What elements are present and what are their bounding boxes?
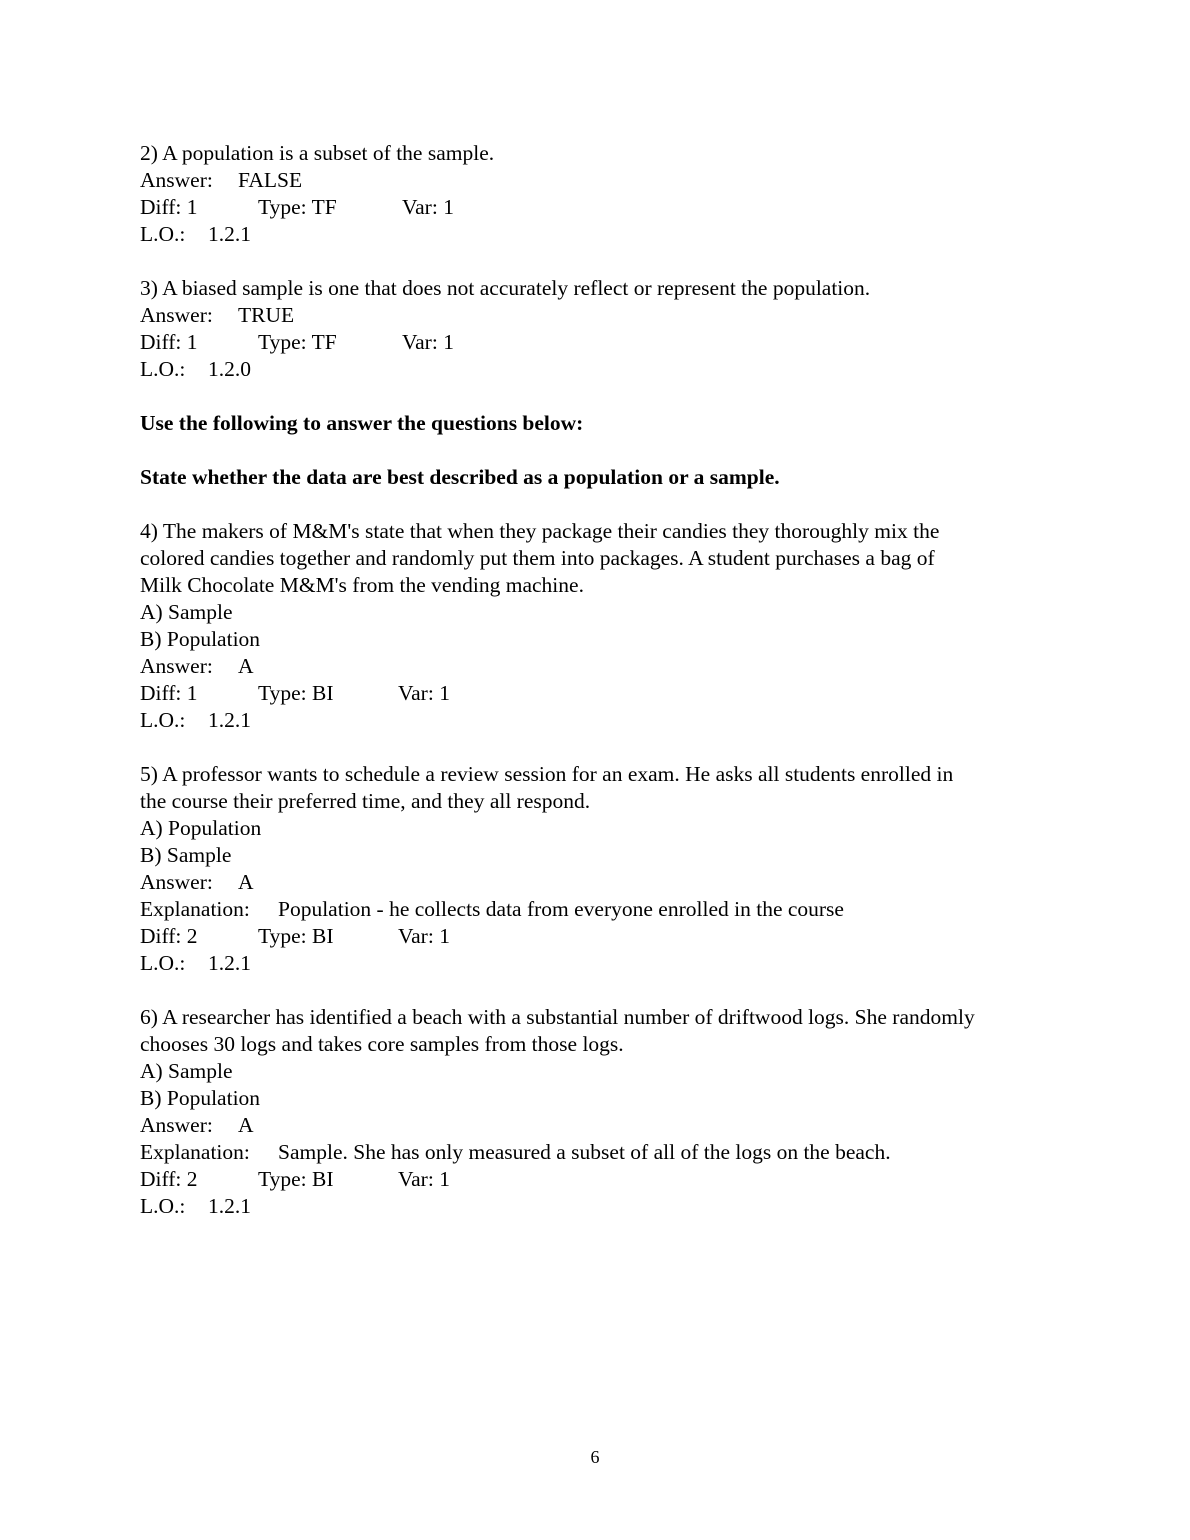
- question-text-line: 4) The makers of M&M's state that when they package their candies they thoroughly mix the: [140, 519, 940, 543]
- difficulty: Diff: 1: [140, 330, 198, 354]
- difficulty: Diff: 2: [140, 924, 198, 948]
- explanation-line: [140, 1139, 1060, 1166]
- question-text-line: colored candies together and randomly put them into packages. A student purchases a bag of: [140, 546, 935, 570]
- lo-label: L.O.:: [140, 708, 186, 732]
- variant: Var: 1: [398, 1167, 450, 1191]
- variant: Var: 1: [398, 681, 450, 705]
- question-text: 3) A biased sample is one that does not accurately reflect or represent the population.: [140, 276, 871, 300]
- answer-label: Answer:: [140, 303, 213, 327]
- question-text-line: chooses 30 logs and takes core samples from those logs.: [140, 1032, 624, 1056]
- question-text-line: the course their preferred time, and they all respond.: [140, 789, 591, 813]
- learning-objective: [140, 1193, 1060, 1220]
- question-text-line: 6) A researcher has identified a beach with a substantial number of driftwood logs. She randomly: [140, 1005, 975, 1029]
- option-b: B) Population: [140, 1086, 261, 1110]
- document-body: [140, 140, 1060, 1247]
- answer-label: Answer:: [140, 870, 213, 894]
- answer-label: Answer:: [140, 1113, 213, 1137]
- instruction-heading: Use the following to answer the questions below:: [140, 411, 584, 435]
- lo-value: 1.2.1: [208, 708, 251, 732]
- difficulty: Diff: 2: [140, 1167, 198, 1191]
- answer-line: [140, 1112, 1060, 1139]
- option-b: B) Population: [140, 627, 261, 651]
- question-6: [140, 1004, 1060, 1220]
- answer-label: Answer:: [140, 168, 213, 192]
- instruction-subheading: State whether the data are best described as a population or a sample.: [140, 465, 780, 489]
- question-5: [140, 761, 1060, 977]
- difficulty: Diff: 1: [140, 195, 198, 219]
- lo-value: 1.2.1: [208, 1194, 251, 1218]
- answer-value: FALSE: [238, 168, 303, 192]
- meta-line: [140, 329, 1060, 356]
- question-type: Type: BI: [258, 681, 334, 705]
- meta-line: [140, 680, 1060, 707]
- answer-value: A: [238, 654, 254, 678]
- question-type: Type: TF: [258, 330, 337, 354]
- meta-line: [140, 923, 1060, 950]
- answer-value: A: [238, 1113, 254, 1137]
- variant: Var: 1: [398, 924, 450, 948]
- learning-objective: [140, 707, 1060, 734]
- difficulty: Diff: 1: [140, 681, 198, 705]
- question-type: Type: BI: [258, 1167, 334, 1191]
- variant: Var: 1: [402, 330, 454, 354]
- explanation-text: Sample. She has only measured a subset of all of the logs on the beach.: [278, 1140, 891, 1164]
- lo-label: L.O.:: [140, 222, 186, 246]
- explanation-label: Explanation:: [140, 1140, 250, 1164]
- explanation-label: Explanation:: [140, 897, 250, 921]
- question-text-line: Milk Chocolate M&M's from the vending machine.: [140, 573, 584, 597]
- variant: Var: 1: [402, 195, 454, 219]
- question-type: Type: TF: [258, 195, 337, 219]
- question-type: Type: BI: [258, 924, 334, 948]
- option-b: B) Sample: [140, 843, 232, 867]
- option-a: A) Population: [140, 816, 262, 840]
- question-text: 2) A population is a subset of the sample.: [140, 141, 495, 165]
- question-text-line: 5) A professor wants to schedule a review session for an exam. He asks all students enrolled in: [140, 762, 954, 786]
- question-3: [140, 275, 1060, 383]
- meta-line: [140, 1166, 1060, 1193]
- lo-value: 1.2.0: [208, 357, 251, 381]
- lo-value: 1.2.1: [208, 222, 251, 246]
- lo-value: 1.2.1: [208, 951, 251, 975]
- answer-line: [140, 653, 1060, 680]
- meta-line: [140, 194, 1060, 221]
- answer-line: [140, 167, 1060, 194]
- learning-objective: [140, 221, 1060, 248]
- answer-line: [140, 302, 1060, 329]
- option-a: A) Sample: [140, 1059, 233, 1083]
- question-2: [140, 140, 1060, 248]
- page-number: 6: [590, 1447, 600, 1467]
- answer-line: [140, 869, 1060, 896]
- lo-label: L.O.:: [140, 951, 186, 975]
- answer-value: TRUE: [238, 303, 295, 327]
- learning-objective: [140, 356, 1060, 383]
- option-a: A) Sample: [140, 600, 233, 624]
- question-4: [140, 518, 1060, 734]
- explanation-line: [140, 896, 1060, 923]
- explanation-text: Population - he collects data from everyone enrolled in the course: [278, 897, 844, 921]
- answer-label: Answer:: [140, 654, 213, 678]
- lo-label: L.O.:: [140, 1194, 186, 1218]
- learning-objective: [140, 950, 1060, 977]
- lo-label: L.O.:: [140, 357, 186, 381]
- answer-value: A: [238, 870, 254, 894]
